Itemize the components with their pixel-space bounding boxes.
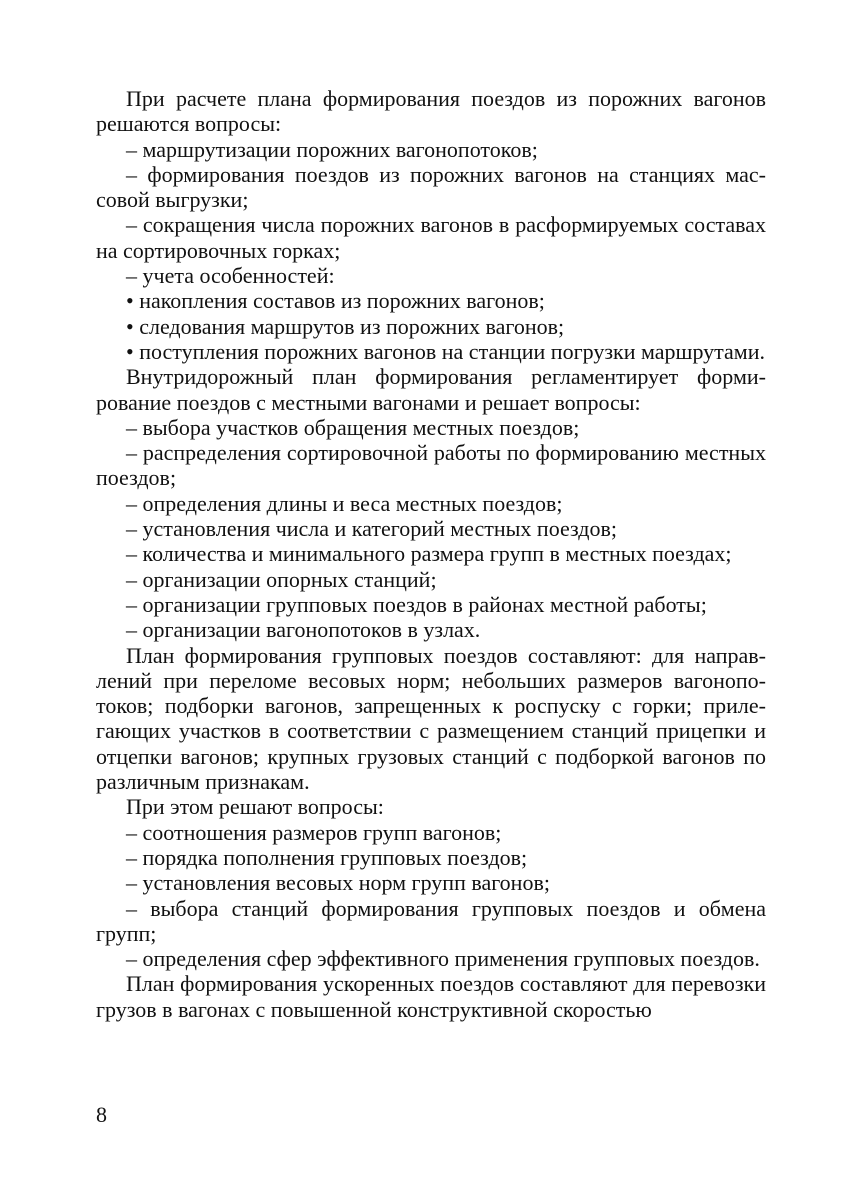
paragraph-questions-intro: При этом решают вопросы: [126, 794, 384, 820]
page-number: 8 [96, 1102, 107, 1127]
list-item-base-stations: – организации опорных станций; [126, 566, 437, 592]
bullet-item-following: • следования маршрутов из порожних вагонов; [126, 313, 565, 339]
list-item-sections: – выбора участков обращения местных поездов; [126, 414, 580, 440]
list-item-routing: – маршрутизации порожних вагонопотоков; [126, 136, 538, 162]
body-text [96, 86, 766, 1022]
list-item-mass-unloading: – формирования поездов из порожних вагонов на станциях массовой выгрузки; [96, 161, 766, 213]
list-item-replenishment: – порядка пополнения групповых поездов; [126, 844, 528, 870]
list-item-efficiency: – определения сфер эффективного применения групповых поездов. [126, 946, 760, 972]
list-item-reduction: – сокращения числа порожних вагонов в расформируемых составах на сортировочных горках; [96, 212, 766, 263]
list-item-group-trains: – организации групповых поездов в районах местной работы; [126, 591, 707, 617]
list-item-distribution: – распределения сортировочной работы по формированию местных поездов; [96, 440, 766, 491]
list-item-station-choice: – выбора станций формирования групповых поездов и обмена групп; [96, 895, 766, 946]
list-item-length-weight: – определения длины и веса местных поездов; [126, 490, 563, 516]
list-item-weight-norms: – установления весовых норм групп вагонов; [126, 870, 550, 896]
paragraph-intraroad-plan: Внутридорожный план формирования регламентирует формирование поездов с местными вагонами и решает вопросы: [96, 364, 766, 415]
paragraph-group-trains-plan: План формирования групповых поездов составляют: для направлений при переломе весовых норм; небольших размеров вагонопотоков; подборки вагонов, запрещенных к роспуску с горки; прилегающих участков в соответствии с размещением станций прицепки и отцепки вагонов; крупных грузовых станций с подборкой вагонов по различным признакам. [96, 642, 766, 795]
list-item-ratio: – соотношения размеров групп вагонов; [126, 819, 502, 845]
bullet-item-accumulation: • накопления составов из порожних вагонов; [126, 288, 545, 314]
paragraph-accelerated-trains: План формирования ускоренных поездов составляют для перевозки грузов в вагонах с повышенной конструктивной скоростью [96, 971, 766, 1022]
list-item-features: – учета особенностей: [126, 263, 335, 289]
list-item-number-categories: – установления числа и категорий местных поездов; [126, 516, 617, 542]
bullet-item-arrival: • поступления порожних вагонов на станции погрузки маршрутами. [126, 338, 765, 364]
paragraph-empty-wagons-intro: При расчете плана формирования поездов из порожних вагонов решаются вопросы: [96, 86, 766, 137]
list-item-group-size: – количества и минимального размера групп в местных поездах; [126, 541, 732, 567]
list-item-junctions: – организации вагонопотоков в узлах. [126, 617, 481, 643]
